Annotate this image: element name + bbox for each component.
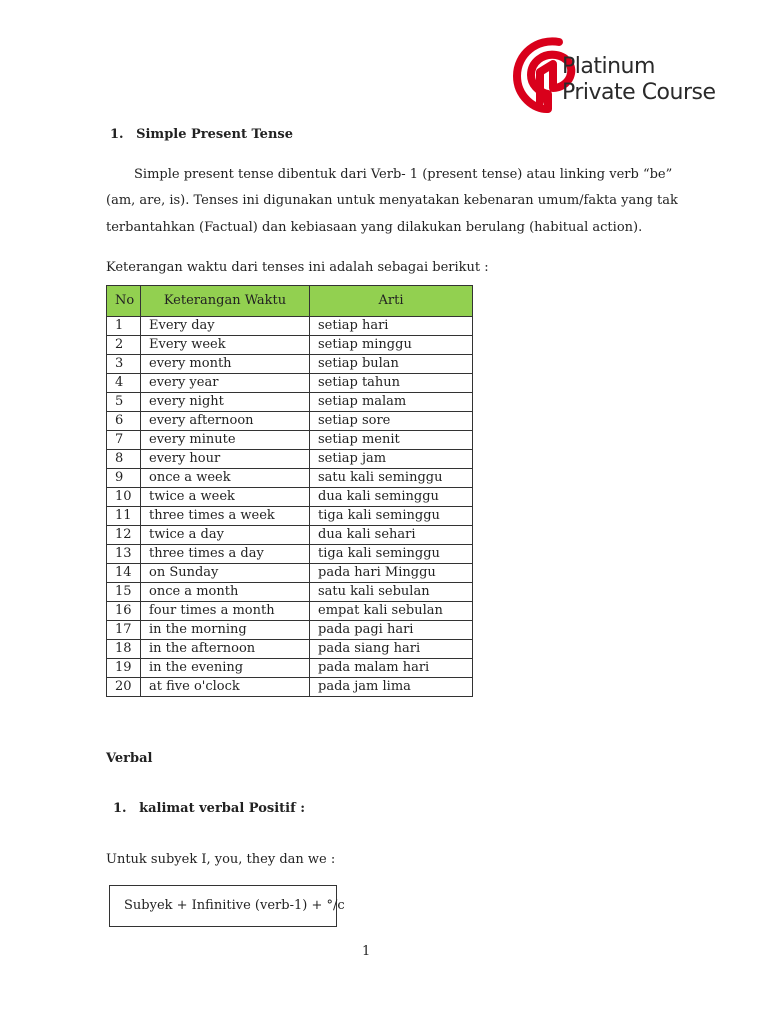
section1-para-line2: (am, are, is). Tenses ini digunakan untuk menyatakan kebenaran umum/fakta yang tak: [106, 193, 678, 208]
row-keterangan: at five o'clock: [141, 678, 310, 697]
row-arti: setiap minggu: [310, 336, 473, 355]
table-header-row: [107, 286, 473, 317]
table-row: [107, 564, 473, 583]
verbal-sub-number: 1.: [113, 801, 127, 816]
table-row: [107, 507, 473, 526]
row-no: 10: [107, 488, 141, 507]
verbal-sub-heading: [113, 801, 305, 816]
row-keterangan: in the morning: [141, 621, 310, 640]
logo-line2: Private Course: [562, 80, 716, 105]
table-row: [107, 355, 473, 374]
logo-text: [562, 54, 716, 106]
row-arti: tiga kali seminggu: [310, 507, 473, 526]
row-arti: setiap tahun: [310, 374, 473, 393]
header-no: No: [107, 286, 141, 317]
row-arti: pada jam lima: [310, 678, 473, 697]
row-arti: empat kali sebulan: [310, 602, 473, 621]
section1-title: Simple Present Tense: [136, 127, 293, 142]
row-keterangan: every year: [141, 374, 310, 393]
table-row: [107, 412, 473, 431]
row-keterangan: in the evening: [141, 659, 310, 678]
page-number: 1: [362, 944, 371, 959]
row-keterangan: every minute: [141, 431, 310, 450]
header-arti: Arti: [310, 286, 473, 317]
row-keterangan: three times a week: [141, 507, 310, 526]
row-no: 8: [107, 450, 141, 469]
subject-line: Untuk subyek I, you, they dan we :: [106, 852, 336, 867]
row-no: 19: [107, 659, 141, 678]
row-keterangan: on Sunday: [141, 564, 310, 583]
row-arti: satu kali sebulan: [310, 583, 473, 602]
row-keterangan: every afternoon: [141, 412, 310, 431]
row-keterangan: twice a day: [141, 526, 310, 545]
logo-line1: Platinum: [562, 54, 655, 79]
row-no: 16: [107, 602, 141, 621]
row-no: 5: [107, 393, 141, 412]
section1-para-line1: Simple present tense dibentuk dari Verb- 1 (present tense) atau linking verb “be”: [134, 167, 673, 182]
row-keterangan: Every day: [141, 317, 310, 336]
row-arti: setiap malam: [310, 393, 473, 412]
row-arti: tiga kali seminggu: [310, 545, 473, 564]
row-keterangan: twice a week: [141, 488, 310, 507]
row-no: 6: [107, 412, 141, 431]
table-row: [107, 640, 473, 659]
table-row: [107, 545, 473, 564]
row-no: 3: [107, 355, 141, 374]
row-arti: pada hari Minggu: [310, 564, 473, 583]
row-no: 20: [107, 678, 141, 697]
row-arti: setiap sore: [310, 412, 473, 431]
row-arti: setiap jam: [310, 450, 473, 469]
row-arti: setiap hari: [310, 317, 473, 336]
time-expressions-table: [106, 285, 473, 697]
formula-box: Subyek + Infinitive (verb-1) + °/c: [109, 885, 337, 927]
row-no: 7: [107, 431, 141, 450]
section1-number: 1.: [110, 127, 124, 142]
table-row: [107, 488, 473, 507]
table-row: [107, 583, 473, 602]
row-keterangan: three times a day: [141, 545, 310, 564]
section1-heading: [110, 127, 293, 142]
table-row: [107, 317, 473, 336]
header-keterangan: Keterangan Waktu: [141, 286, 310, 317]
row-no: 17: [107, 621, 141, 640]
row-keterangan: once a week: [141, 469, 310, 488]
row-keterangan: four times a month: [141, 602, 310, 621]
row-arti: pada pagi hari: [310, 621, 473, 640]
row-arti: satu kali seminggu: [310, 469, 473, 488]
row-arti: dua kali seminggu: [310, 488, 473, 507]
row-arti: dua kali sehari: [310, 526, 473, 545]
row-arti: setiap menit: [310, 431, 473, 450]
row-keterangan: once a month: [141, 583, 310, 602]
section1-para-line3: terbantahkan (Factual) dan kebiasaan yang dilakukan berulang (habitual action).: [106, 220, 643, 235]
verbal-sub-title: kalimat verbal Positif :: [139, 801, 305, 816]
table-row: [107, 659, 473, 678]
row-no: 9: [107, 469, 141, 488]
row-keterangan: every month: [141, 355, 310, 374]
row-no: 14: [107, 564, 141, 583]
table-row: [107, 336, 473, 355]
table-row: [107, 374, 473, 393]
table-row: [107, 393, 473, 412]
row-no: 1: [107, 317, 141, 336]
row-no: 15: [107, 583, 141, 602]
table-row: [107, 678, 473, 697]
row-arti: setiap bulan: [310, 355, 473, 374]
row-no: 4: [107, 374, 141, 393]
verbal-heading: Verbal: [106, 751, 153, 766]
row-no: 11: [107, 507, 141, 526]
row-arti: pada malam hari: [310, 659, 473, 678]
row-keterangan: Every week: [141, 336, 310, 355]
table-row: [107, 602, 473, 621]
table-row: [107, 621, 473, 640]
table-row: [107, 469, 473, 488]
table-intro: Keterangan waktu dari tenses ini adalah sebagai berikut :: [106, 260, 489, 275]
row-no: 2: [107, 336, 141, 355]
table-row: [107, 526, 473, 545]
row-no: 12: [107, 526, 141, 545]
row-no: 13: [107, 545, 141, 564]
row-keterangan: every night: [141, 393, 310, 412]
table-row: [107, 450, 473, 469]
row-arti: pada siang hari: [310, 640, 473, 659]
table-row: [107, 431, 473, 450]
row-keterangan: every hour: [141, 450, 310, 469]
row-no: 18: [107, 640, 141, 659]
row-keterangan: in the afternoon: [141, 640, 310, 659]
